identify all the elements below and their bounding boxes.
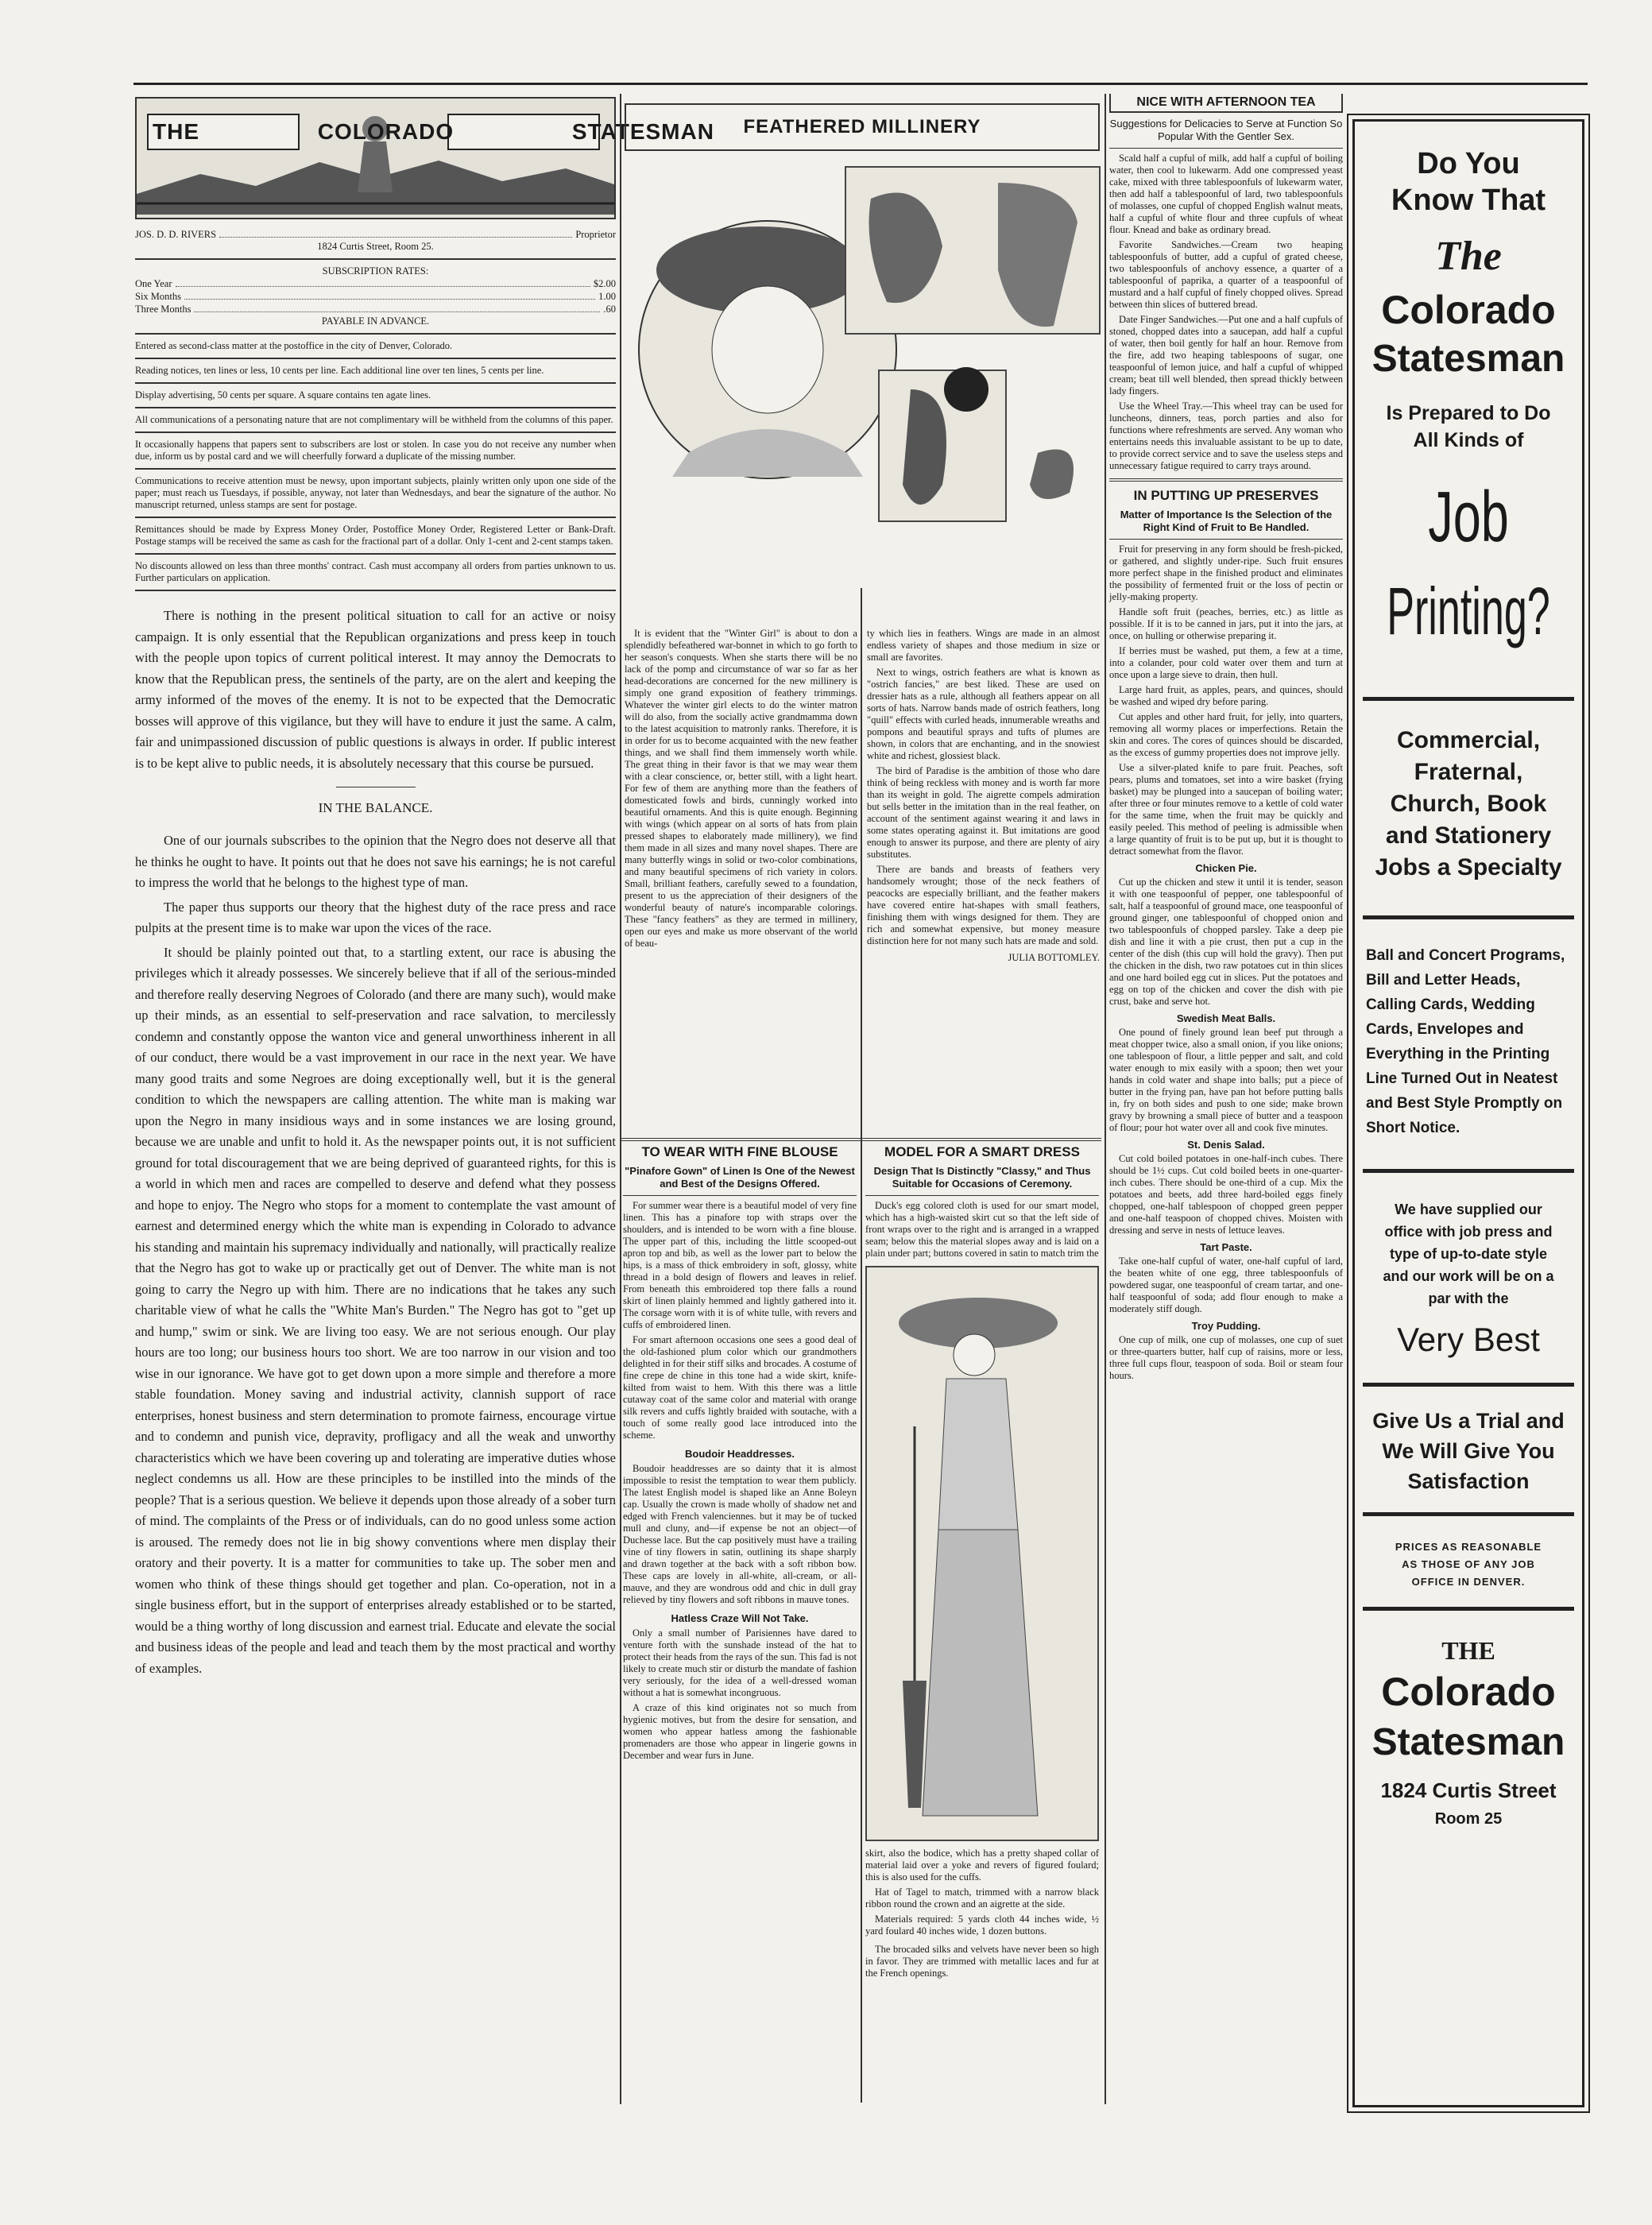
recipe-title: Chicken Pie. (1195, 862, 1257, 874)
blouse-article (623, 1144, 857, 2106)
article-paragraph: Boudoir headdresses are so dainty that it is almost impossible to resist the temptation to wear them publicly. The latest English model is shaped like an Anne Boleyn cap. Usually the crown is made wholly of shadow net and edged with French valenciennes. but it may be of tucked mull and cluny, and—if expense be not an object—of Duchesse lace. But the cap positively must have a trailing vine of tiny flowers in satin, outlining its shape sharply and drawn together at the back with a soft ribbon bow. These caps are lovely in all-white, all-cream, or all-mauve, and they are wondrous odd and chic in dull gray relieved by tiny flowers and soft ribbons in mauve tones. (623, 1463, 857, 1605)
masthead-title: THE COLORADO STATESMAN (153, 119, 714, 144)
ad-equipment: We have supplied our office with job press and type of up-to-date style and our work will be on a par with the (1383, 1202, 1554, 1306)
millinery-drawing (625, 151, 1100, 620)
article-paragraph: The brocaded silks and velvets have never been so high in favor. They are trimmed with metallic laces and fur at the French openings. (865, 1944, 1099, 1979)
column-editorial (135, 97, 714, 2131)
ad-footer-line: 1824 Curtis Street (1380, 1778, 1557, 1802)
article-paragraph: It is evident that the "Winter Girl" is about to don a splendidly befeathered war-bonnet in which to go forth to her season's conquests. When she starts there will be no lack of the pomp and circumstance of war so far as her head-decorations are concerned for the new millinery is simply one grand exposition of feathery trimmings. Whatever the winter girl elects to do the winter matron will do also, from the socially active grandmamma down to the latest acquisition to matronly ranks. Therefore, it is in order for us to become acquainted with the new feather things, and we shall find them immensely worth while. The great thing in their favor is that we may wear them with a clear conscience, or, better still, with a light heart. For few of them are anything more than the feathers of domesticated fowls and birds, cunningly worked into beautiful ornaments. And this is quite enough. Beginning with wings (which appear on al sorts of hats from plain pressed shapes to elaborately made millinery), we find them made in all sizes and many novel shapes. There are many butterfly wings in solid or two-color combinations, and many beautiful specimens of rich variety in colors. Small, brilliant feathers, carefully sewed to a foundation, present to us the appreciation of their designers of the wonderful beauty of nature's incomparable colorings. These "fancy feathers" as they are termed in millinery, open our eyes and make us more observant of the world of beau- (625, 628, 857, 949)
notice: It occasionally happens that papers sent to subscribers are lost or stolen. In case you do not receive any number when due, inform us by postal card and we will cheerfully forward a duplicate of the missing number. (135, 439, 616, 462)
payable-note: PAYABLE IN ADVANCE. (321, 315, 430, 327)
ad-line: All Kinds of (1413, 429, 1524, 451)
article-paragraph: A craze of this kind originates not so much from hygienic motives, but from the desire for sensation, and women who appear hatless among the fashionable promenaders are those who appear in lingerie gowns in December and wear furs in June. (623, 1702, 857, 1761)
recipe-body: One cup of milk, one cup of molasses, one cup of suet or three-quarters butter, half cup of raisins, more or less, three full cups flour, teaspoon of soda. Boil or steam four hours. (1109, 1334, 1343, 1381)
ad-footer-line: Room 25 (1434, 1810, 1503, 1828)
article-paragraph: Fruit for preserving in any form should be fresh-picked, or gathered, and slightly under-ripe. Such fruit ensures more perfect shape in the finished product and eliminates the possibility of fermented fruit or the loss of pectin or jelly-making property. (1109, 544, 1343, 602)
rates-title: SUBSCRIPTION RATES: (322, 265, 429, 277)
ad-line: Colorado (1381, 288, 1556, 332)
ad-specialty: Commercial, Fraternal, Church, Book and Stationery Jobs a Specialty (1375, 727, 1562, 880)
editorial-paragraph: There is nothing in the present political situation to call for an active or noisy campaign. It is only essential that the Republican organizations and press keep in touch with the people upon topics of current political interest. It may annoy the Democrats to know that the Republican press, the sentinels of the party, are on the alert and keeping the army informed of the moves of the enemy. It is not to be expected that the Democratic bosses will approve of this vigilance, but they will have to endure it just the same. A calm, fair and unimpassioned discussion of public questions is always in order. If public interest is to be kept alive to public needs, it is absolutely necessary that this course be pursued. (135, 608, 616, 771)
ad-line: The (1435, 234, 1502, 279)
article-headline: MODEL FOR A SMART DRESS (884, 1144, 1080, 1159)
dress-figure-drawing (867, 1267, 1097, 1836)
article-headline: TO WEAR WITH FINE BLOUSE (641, 1144, 838, 1159)
masthead-engraving (137, 99, 714, 215)
ad-line: Statesman (1372, 338, 1565, 380)
balance-heading: IN THE BALANCE. (318, 800, 433, 815)
proprietor-line (135, 229, 616, 241)
ad-services: Ball and Concert Programs, Bill and Letter Heads, Calling Cards, Wedding Cards, Envelopes and Everything in the Printing Line Turned Out in Neatest and Best Style Promptly on Short Notice. (1366, 947, 1565, 1136)
notice: Entered as second-class matter at the postoffice in the city of Denver, Colorado. (135, 340, 453, 351)
notice: Reading notices, ten lines or less, 10 cents per line. Each additional line over ten lines, 5 cents per line. (135, 365, 544, 376)
article-paragraph: skirt, also the bodice, which has a pretty shaped collar of material laid over a yoke and revers of figured foulard; this is also used for the cuffs. (865, 1848, 1099, 1883)
article-paragraph: Favorite Sandwiches.—Cream two heaping tablespoonfuls of butter, add a cupful of grated cheese, two tablespoonfuls of anchovy essence, a quarter of a tablespoonful of paprika, a quarter of a teaspoonful of mustard and a half cupful of finely chopped olives. Spread between thin slices of buttered bread. (1109, 239, 1343, 310)
article-paragraph: For summer wear there is a beautiful model of very fine linen. This has a pinafore top with straps over the shoulders, and is intended to be worn with a fine blouse. The upper part of this, including the little scooped-out apron top and bib, as well as the lower part to below the hips, is a mass of thick embroidery in soft, glossy, white thread in a bold design of flowers and leaves in relief. From beneath this embroidered top there falls a round skirt of linen plainly hemmed and lightly gathered into it. The corsage worn with it is of white tulle, with revers and cuffs of embroidered linen. (623, 1200, 857, 1330)
article-subheadline: Design That Is Distinctly "Classy," and Thus Suitable for Occasions of Ceremony. (873, 1165, 1091, 1190)
recipe-body: Cut cold boiled potatoes in one-half-inch cubes. There should be 1½ cups. Cut cold boiled beets in one-quarter-inch cubes. There should be one-third of a cup. Mix the potatoes and beets, add three hard-boiled eggs finely chopped, one-half tablespoon of chopped green pepper and one-half teaspoon of chopped chives. Moisten with dressing and serve in nests of lettuce leaves. (1109, 1153, 1343, 1236)
notice: Display advertising, 50 cents per square. A square contains ten agate lines. (135, 389, 431, 400)
article-paragraph: Use a silver-plated knife to pare fruit. Peaches, soft pears, plums and tomatoes, set into a wire basket (frying basket) may be plunged into a saucepan of boiling water; after three or four minutes remove to a kettle of cold water for the same time, when the fruit may be quickly and easily peeled. This method of peeling is admissible when a large quantity of fruit is to be put up, but it is thought to detract somewhat from the flavor. (1109, 762, 1343, 857)
editorial-paragraph: The paper thus supports our theory that the highest duty of the race press and race pulpits at the present time is to make war upon the vices of the race. (135, 899, 616, 935)
article-paragraph: If berries must be washed, put them, a few at a time, into a colander, pour cold water over them and turn at once upon a large sieve to drain, then hull. (1109, 645, 1343, 680)
article-paragraph: Cut apples and other hard fruit, for jelly, into quarters, removing all wormy places or imperfections. Retain the skin and cores. The cores of quinces should be discarded, as the excess of gummy properties does not improve jelly. (1109, 711, 1343, 758)
ad-footer-line: THE (1441, 1636, 1495, 1665)
article-paragraph: For smart afternoon occasions one sees a good deal of the old-fashioned plum color which our grandmothers delighted in for their stiff silks and brocades. A costume of fine crepe de chine in this tone had a wide skirt, knife-kilted from waist to hem. With this there was a little cutaway coat of the same color and material with orange silk revers and cuffs lightly braided with soutache, with a touch of some really good lace introduced into the scheme. (623, 1334, 857, 1441)
ad-prices: PRICES AS REASONABLE AS THOSE OF ANY JOB OFFICE IN DENVER. (1395, 1541, 1542, 1588)
column-rule (861, 588, 862, 2103)
editorial-paragraph: One of our journals subscribes to the opinion that the Negro does not deserve all that he thinks he ought to have. It points out that he does not save his earnings; he is not careful to impress the world that he belongs to the highest type of man. (135, 833, 616, 890)
article-paragraph: Scald half a cupful of milk, add half a cupful of boiling water, then cool to lukewarm. Add one compressed yeast cake, mixed with three tablespoonfuls of lukewarm water, then add half a tablespoonful of lard, two tablespoonfuls of molasses, one cupful of chopped English walnut meats, half a cupful of white flour and three cupfuls of wheat flour. Knead and bake as ordinary bread. (1109, 153, 1343, 235)
subheading: Boudoir Headdresses. (685, 1448, 795, 1460)
article-subheadline: Suggestions for Delicacies to Serve at Function So Popular With the Gentler Sex. (1109, 118, 1343, 142)
article-headline: FEATHERED MILLINERY (625, 103, 1100, 151)
article-subheadline: "Pinafore Gown" of Linen Is One of the Newest and Best of the Designs Offered. (625, 1165, 855, 1190)
rate-row: Three Months .60 (135, 304, 616, 315)
recipe-body: Take one-half cupful of water, one-half cupful of lard, the beaten white of one egg, three tablespoonfuls of powdered sugar, one teaspoonful of cream tartar, and one-half teaspoonful of soda; add flour enough to make a moderately stiff dough. (1109, 1256, 1343, 1314)
rate-row: Six Months 1.00 (135, 291, 616, 302)
masthead-banner (135, 97, 714, 219)
recipe-title: Tart Paste. (1200, 1241, 1252, 1253)
household-column (1109, 94, 1343, 2104)
article-paragraph: The bird of Paradise is the ambition of those who dare think of being reckless with money and is worth far more than its weight in gold. The aigrette compels admiration but sells better in the imitation than in the real feather, on account of the sentiment against wearing it and laws in some states operating against it. But imitations are good enough to answer its purpose, and there are plenty of airy substitutes. (867, 765, 1100, 860)
article-paragraph: Hat of Tagel to match, trimmed with a narrow black ribbon round the crown and an aigrette at the side. (865, 1886, 1099, 1910)
byline: JULIA BOTTOMLEY. (1008, 952, 1100, 963)
article-paragraph: ty which lies in feathers. Wings are made in an almost endless variety of shapes and those medium in size or small are favorites. (867, 628, 1100, 663)
recipe-title: Swedish Meat Balls. (1176, 1012, 1276, 1024)
proprietor-label: Proprietor (575, 229, 616, 240)
article-paragraph: Only a small number of Parisiennes have dared to venture forth with the sunshade instead of the hat to protect their heads from the rays of the sun. This fad is not likely to create much stir or disturb the mandate of fashion very seriously, for the idea of a well-dressed woman without a hat is somewhat incongruous. (623, 1627, 857, 1698)
article-paragraph: Handle soft fruit (peaches, berries, etc.) as little as possible. If it is to be canned in jars, put it into the jars, at once, on hulling or otherwise preparing it. (1109, 606, 1343, 641)
ad-line: Is Prepared to Do (1386, 402, 1551, 424)
article-paragraph: Large hard fruit, as apples, pears, and quinces, should be washed and wiped dry before paring. (1109, 684, 1343, 707)
article-paragraph: Duck's egg colored cloth is used for our smart model, which has a high-waisted skirt cut so that the left side of front wraps over to the right and is arranged in a wrapped seam; below this the material slopes away and is laid on a plain under part; buttons covered in satin to match trim the (865, 1200, 1099, 1259)
ad-line: Printing? (1387, 574, 1550, 648)
ad-footer-line: Statesman (1372, 1721, 1565, 1763)
notice: Remittances should be made by Express Money Order, Postoffice Money Order, Registered Letter or Bank-Draft. Postage stamps will be received the same as cash for the fractional part of a dollar. Only 1-cent and 2-cent stamps taken. (135, 524, 616, 547)
dress-illustration (865, 1266, 1099, 1841)
millinery-illustration (625, 151, 1100, 620)
editorial-paragraph: It should be plainly pointed out that, to a startling extent, our race is abusing the privileges which it already possesses. We sincerely believe that if all of the serious-minded and therefore really deserving Negroes of Colorado (and there are many such), would make up their minds, as an essential to self-preservation and race salvation, to mercilessly condemn and constantly oppose the wanton vice and general unworthiness inherent in all of our conduct, there would be a vast improvement in our race in the next year. We have many good traits and some Negroes are doing exceptionally well, but it is the general condition to which the newspapers are calling attention. The white man is making war upon the Negro in many insidious ways and in some instances we are losing ground, because we are unable and unfit to hold it. As the newspaper points out, it is not sufficient ground for total discouragement that we are being deprived of guaranteed rights, for this is a world in which men and races are compelled to deserve and defend what they possess and hope to enjoy. The Negro who stops for a moment to contemplate the vast amount of earnest and determined energy which the white man is expending in Colorado to advance his standing and maintain his supremacy individually and nationally, will practically realize that the Negro has got to wake up or practically get out of Denver. The white man is not going to carry the Negro up with him. There are no indications that he takes any such charitable view of what he calls the "White Man's Burden." The Negro has got to "get up and hump," swim or sink. We are living too easy. We are not serious enough. Our play hours are too long; our business hours too short. We are too narrow in our vision and too wise in our ignorance. We have got to get down upon a more simple and therefore a more stable foundation. Money saving and industrial activity, clannish support of race enterprises, honest business and stern determination to promote fairness, encourage virtue and to condemn and punish vice, depravity, profligacy and all the weak and unworthy characteristics which we have been covering up and tolerating are imperative duties whose neglect condemns us all. How are these principles to be instilled into the minds of the people? That is a serious question. We believe it depends upon those already of a sober turn of mind. The complaints of the Press or of individuals, can do no good unless some action is aroused. The remedy does not lie in big showy conventions where men display their oratory and their poverty. It is a matter for communities to take up. The sober men and women who think of these things should get together and plan. Co-operation, not in a single business effort, but in the support of enterprises already established or to be started, would be a thing worthy of long discussion and earnest trial. Educate and elevate the social and business ideas of the people and lead and teach them by the most practical and worthy of examples. (135, 944, 616, 1676)
notice: No discounts allowed on less than three months' contract. Cash must accompany all orders from parties unknown to us. Further particulars on application. (135, 560, 616, 583)
article-paragraph: Materials required: 5 yards cloth 44 inches wide, ½ yard foulard 40 inches wide, 1 dozen buttons. (865, 1913, 1099, 1937)
proprietor-name: JOS. D. D. RIVERS (135, 229, 217, 240)
article-headline: IN PUTTING UP PRESERVES (1133, 488, 1319, 503)
article-paragraph: There are bands and breasts of feathers very handsomely wrought; those of the neck feathers of peacocks are especially brilliant, and the feather makers have covered entire hat-shapes with small feathers, finishing them with wings designed for them. They are rich and somewhat expensive, but money measure distinction here for not many such hats are made and sold. (867, 864, 1100, 946)
notice: Communications to receive attention must be newsy, upon important subjects, plainly written only upon one side of the paper; must reach us Tuesdays, if possible, anyway, not later than Wednesdays, and bear the signature of the author. No manuscript returned, unless stamps are sent for postage. (135, 475, 616, 510)
job-printing-ad (1352, 119, 1584, 2107)
article-paragraph: Date Finger Sandwiches.—Put one and a half cupfuls of stoned, chopped dates into a saucepan, add half a cupful of water, then boil gently for half an hour. Remove from the fire, add two heaping tablespoons of sugar, one teaspoonful of lemon juice, and half a cupful of whipped cream; beat till well blended, then spread thickly between lady fingers. (1109, 314, 1343, 397)
ad-line: Do You (1417, 147, 1520, 180)
subheading: Hatless Craze Will Not Take. (671, 1612, 809, 1624)
rate-row: One Year $2.00 (135, 278, 616, 289)
ad-trial: Give Us a Trial and We Will Give You Satisfaction (1372, 1409, 1565, 1493)
recipe-body: One pound of finely ground lean beef put through a meat chopper twice, also a small onion, if you like onions; one tablespoon of flour, a little pepper and salt, and cold water enough to mix easily with a spoon; then wet your hands in cold water and shape into balls; put a piece of butter in the frying pan, have pan hot before putting balls in, fry on both sides and push to one side; make brown gravy by browning a small piece of butter and a teaspoon of flour; pour hot water over all and cook five minutes. (1109, 1027, 1343, 1133)
page-top-rule (133, 83, 1588, 85)
section-rule (621, 1138, 1101, 1141)
feathered-millinery-article (625, 103, 1100, 1136)
column-rule (620, 94, 621, 2104)
office-address: 1824 Curtis Street, Room 25. (317, 241, 434, 252)
column-rule (1105, 94, 1106, 2104)
recipe-title: St. Denis Salad. (1187, 1139, 1265, 1151)
ad-very-best: Very Best (1397, 1321, 1540, 1358)
recipe-body: Cut up the chicken and stew it until it is tender, season it with one teaspoonful of pepper, one tablespoonful of salt, half a teaspoonful of ground mace, one teaspoonful of ground ginger, one tablespoonful of chopped onion and two tablespoonfuls of chopped parsley. Take a deep pie dish and line it with a pie crust, then put a cup in the center of the dish (this cup will hold the gravy). Then put the chicken in the dish, two raw potatoes cut in thin slices and one hard boiled egg cut in slices. Put the potatoes and egg on top of the chicken and cover the dish with pie crust, bake and serve hot. (1109, 876, 1344, 1007)
smart-dress-article (865, 1144, 1099, 2106)
ad-line: Job (1428, 478, 1509, 557)
article-paragraph: Use the Wheel Tray.—This wheel tray can be used for luncheons, dinners, teas, porch parties and also for functions where refreshments are served. Any woman who entertains needs this invaluable assistant to be up to date, to provide correct service and to save the useless steps and unnecessary fatigue required to carry trays around. (1109, 400, 1343, 471)
article-subheadline: Matter of Importance Is the Selection of the Right Kind of Fruit to Be Handled. (1120, 509, 1333, 533)
article-paragraph: Next to wings, ostrich feathers are what is known as "ostrich fancies," are best liked. These are used on dressier hats as a rule, although all feathers appear on all sorts of hats. Narrow bands made of ostrich feathers, long "quill" effects with curled heads, innumerable wreaths and pompons and beautiful sprays and tufts of plumes are shown, in colors that are enchanting, and in the snowiest white and richest, glossiest black. (867, 667, 1100, 761)
notice: All communications of a personating nature that are not complimentary will be withheld from the columns of this paper. (135, 414, 613, 425)
ad-line: Know That (1391, 184, 1546, 217)
article-headline: NICE WITH AFTERNOON TEA (1109, 94, 1343, 113)
ad-footer-line: Colorado (1381, 1670, 1556, 1714)
recipe-title: Troy Pudding. (1191, 1320, 1261, 1332)
